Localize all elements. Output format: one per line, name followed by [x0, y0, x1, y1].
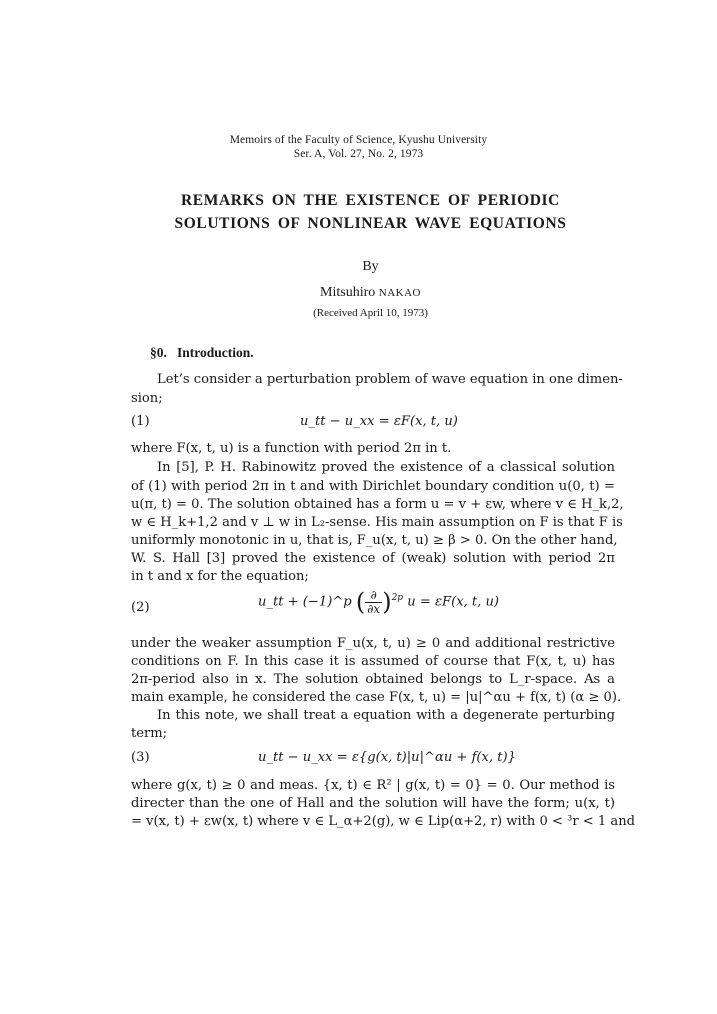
- text-line: 2π-period also in x. The solution obtained belongs to L_r-space. As a: [131, 672, 615, 687]
- text-line: In this note, we shall treat a equation with a degenerate perturbing: [157, 708, 615, 723]
- author-given-name: Mitsuhiro: [320, 285, 376, 300]
- journal-series: Ser. A, Vol. 27, No. 2, 1973: [293, 148, 424, 160]
- equation-2-exponent: 2p: [391, 593, 404, 604]
- text-line: w ∈ H_k+1,2 and v ⊥ w in L₂-sense. His main assumption on F is that F is: [131, 515, 623, 530]
- text-line: conditions on F. In this case it is assumed of course that F(x, t, u) has: [131, 654, 615, 669]
- section-heading: [150, 345, 254, 361]
- equation-2-rhs: u = εF(x, t, u): [407, 594, 500, 610]
- equation-3: u_tt − u_xx = ε{g(x, t)|u|^αu + f(x, t)}: [258, 750, 516, 765]
- text-line: under the weaker assumption F_u(x, t, u) ≥ 0 and additional restrictive: [131, 636, 615, 651]
- partial-fraction: [365, 589, 382, 616]
- journal-name: Memoirs of the Faculty of Science, Kyushu University: [229, 134, 488, 146]
- received-date: (Received April 10, 1973): [313, 307, 428, 319]
- text-line: W. S. Hall [3] proved the existence of (weak) solution with period 2π: [131, 551, 615, 566]
- text-line: of (1) with period 2π in t and with Dirichlet boundary condition u(0, t) =: [131, 479, 615, 494]
- equation-2: [258, 588, 499, 616]
- text-line: where F(x, t, u) is a function with period 2π in t.: [131, 441, 452, 456]
- text-line: In [5], P. H. Rabinowitz proved the existence of a classical solution: [157, 460, 615, 475]
- equation-1-label: (1): [131, 414, 150, 429]
- equation-2-label: (2): [131, 600, 150, 615]
- text-line: term;: [131, 726, 168, 741]
- byline-label: By: [362, 259, 379, 274]
- paper-title-line-1: REMARKS ON THE EXISTENCE OF PERIODIC: [181, 192, 560, 209]
- equation-1: u_tt − u_xx = εF(x, t, u): [300, 414, 458, 429]
- text-line: in t and x for the equation;: [131, 569, 309, 584]
- text-line: uniformly monotonic in u, that is, F_u(x, t, u) ≥ β > 0. On the other hand,: [131, 533, 618, 548]
- author-family-name: NAKAO: [378, 287, 421, 299]
- text-line: sion;: [131, 391, 163, 406]
- section-number: §0.: [150, 345, 167, 360]
- text-line: u(π, t) = 0. The solution obtained has a form u = v + εw, where v ∈ H_k,2,: [131, 497, 624, 512]
- fraction-denominator: ∂x: [367, 601, 381, 616]
- equation-3-label: (3): [131, 750, 150, 765]
- text-line: = v(x, t) + εw(x, t) where v ∈ L_α+2(g), w ∈ Lip(α+2, r) with 0 < ³r < 1 and: [131, 814, 636, 829]
- left-paren: (: [355, 588, 366, 616]
- text-line: where g(x, t) ≥ 0 and meas. {x, t) ∈ R² | g(x, t) = 0} = 0. Our method is: [131, 778, 615, 793]
- text-line: directer than the one of Hall and the solution will have the form; u(x, t): [131, 796, 615, 811]
- right-paren: ): [382, 588, 392, 616]
- equation-2-lhs: u_tt + (−1)^p: [258, 594, 352, 610]
- text-line: Let’s consider a perturbation problem of wave equation in one dimen-: [157, 372, 623, 387]
- section-title: Introduction.: [177, 345, 254, 360]
- fraction-numerator: ∂: [365, 589, 382, 603]
- author-name: [0, 285, 717, 301]
- paper-title-line-2: SOLUTIONS OF NONLINEAR WAVE EQUATIONS: [174, 215, 567, 232]
- text-line: main example, he considered the case F(x, t, u) = |u|^αu + f(x, t) (α ≥ 0).: [131, 690, 622, 705]
